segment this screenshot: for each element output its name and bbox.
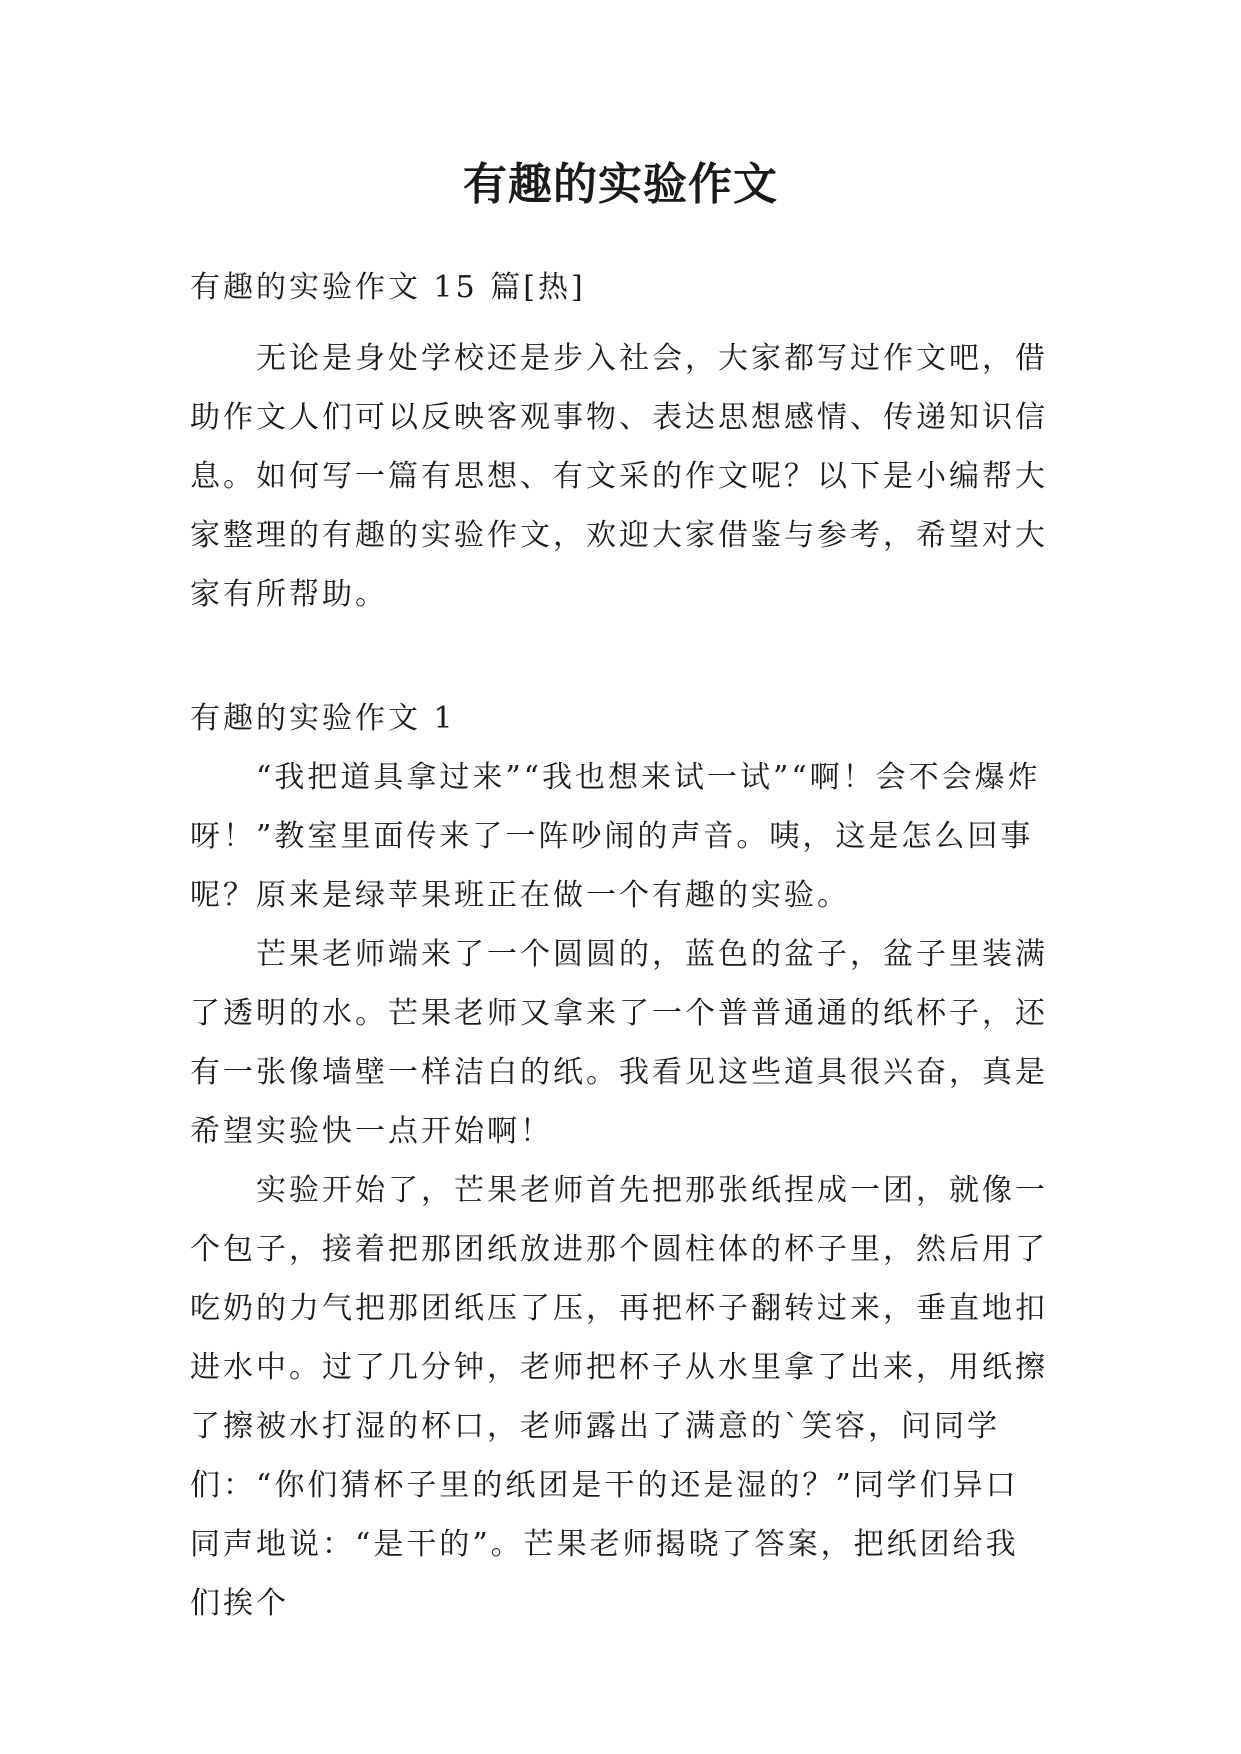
essay-paragraph-2: 芒果老师端来了一个圆圆的，蓝色的盆子，盆子里装满了透明的水。芒果老师又拿来了一个普普通通的纸杯子，还有一张像墙壁一样洁白的纸。我看见这些道具很兴奋，真是希望实验快一点开始啊！ [190, 937, 1048, 1149]
essay-paragraph-1: “我把道具拿过来”“我也想来试一试”“啊！会不会爆炸呀！”教室里面传来了一阵吵闹的声音。咦，这是怎么回事呢？原来是绿苹果班正在做一个有趣的实验。 [190, 760, 1041, 913]
intro-paragraph: 无论是身处学校还是步入社会，大家都写过作文吧，借助作文人们可以反映客观事物、表达思想感情、传递知识信息。如何写一篇有思想、有文采的作文呢？以下是小编帮大家整理的有趣的实验作文，欢迎大家借鉴与参考，希望对大家有所帮助。 [190, 341, 1048, 612]
essay-paragraph-3: 实验开始了，芒果老师首先把那张纸捏成一团，就像一个包子，接着把那团纸放进那个圆柱体的杯子里，然后用了吃奶的力气把那团纸压了压，再把杯子翻转过来，垂直地扣进水中。过了几分钟，老师把杯子从水里拿了出来，用纸擦了擦被水打湿的杯口，老师露出了满意的`笑容，问同学们：“你们猜杯子里的纸团是干的还是湿的？”同学们异口同声地说：“是干的”。芒果老师揭晓了答案，把纸团给我们挨个 [190, 1173, 1048, 1621]
document-subtitle: 有趣的实验作文 15 篇[热] [190, 270, 586, 305]
essay-body [190, 748, 1050, 1633]
section-heading: 有趣的实验作文 1 [190, 701, 456, 736]
document-title: 有趣的实验作文 [463, 159, 778, 210]
